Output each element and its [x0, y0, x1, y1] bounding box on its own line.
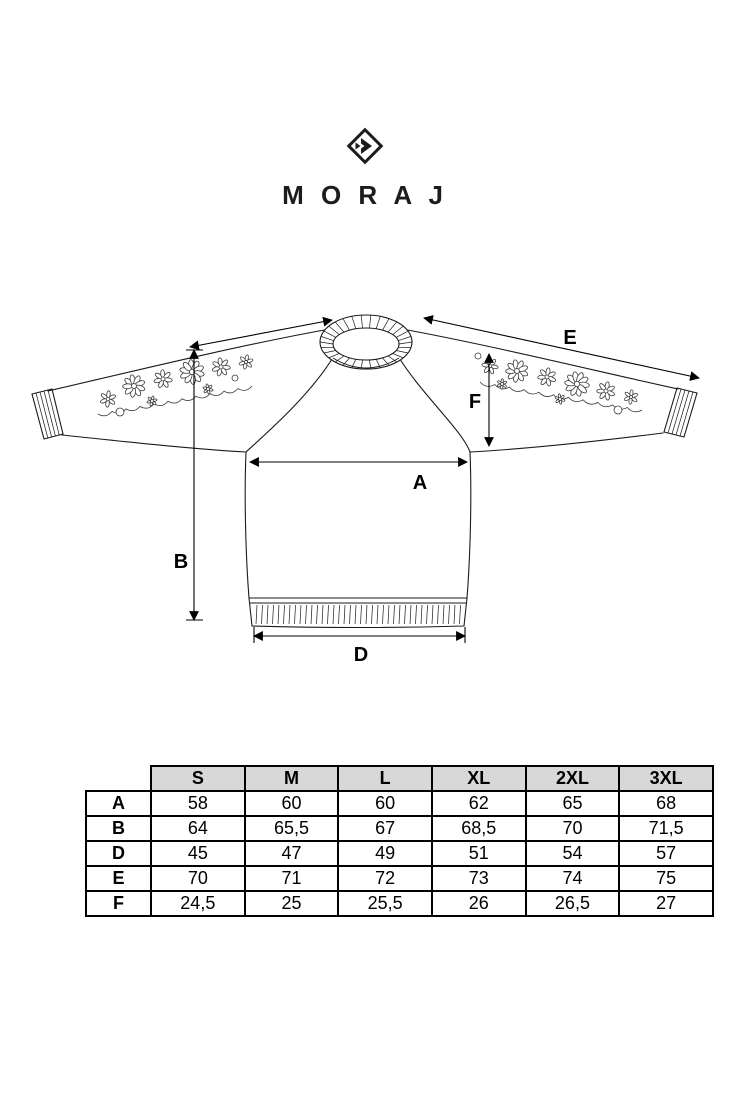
- lace-applique-left: [98, 355, 253, 416]
- size-column-header: 2XL: [526, 766, 620, 791]
- size-value-cell: 73: [432, 866, 526, 891]
- size-column-header: 3XL: [619, 766, 713, 791]
- size-value-cell: 47: [245, 841, 339, 866]
- size-column-header: M: [245, 766, 339, 791]
- collar: [320, 315, 412, 369]
- size-value-cell: 60: [338, 791, 432, 816]
- measurement-arrows: [186, 318, 699, 643]
- size-value-cell: 72: [338, 866, 432, 891]
- size-value-cell: 67: [338, 816, 432, 841]
- label-E: E: [563, 327, 577, 349]
- garment-outline: [32, 329, 697, 628]
- size-value-cell: 54: [526, 841, 620, 866]
- measure-row-label: A: [86, 791, 151, 816]
- measure-row-label: B: [86, 816, 151, 841]
- label-F: F: [468, 391, 482, 413]
- hem-band: [249, 598, 467, 628]
- size-column-header: L: [338, 766, 432, 791]
- brand-logo: [0, 126, 730, 211]
- size-value-cell: 68,5: [432, 816, 526, 841]
- brand-wordmark: M O R A J: [282, 180, 448, 210]
- size-value-cell: 74: [526, 866, 620, 891]
- size-value-cell: 26,5: [526, 891, 620, 916]
- size-value-cell: 64: [151, 816, 245, 841]
- size-value-cell: 70: [526, 816, 620, 841]
- size-column-header: S: [151, 766, 245, 791]
- size-value-cell: 68: [619, 791, 713, 816]
- right-sleeve: [402, 329, 678, 389]
- label-A: A: [412, 472, 428, 494]
- size-value-cell: 25: [245, 891, 339, 916]
- hem-ribbing: [256, 605, 461, 624]
- right-sleeve-underseam: [470, 433, 663, 452]
- size-value-cell: 58: [151, 791, 245, 816]
- size-value-cell: 71: [245, 866, 339, 891]
- size-value-cell: 25,5: [338, 891, 432, 916]
- size-value-cell: 26: [432, 891, 526, 916]
- size-value-cell: 75: [619, 866, 713, 891]
- raglan-seam-left: [246, 356, 334, 452]
- size-value-cell: 45: [151, 841, 245, 866]
- table-corner-cell: [86, 766, 151, 791]
- size-value-cell: 24,5: [151, 891, 245, 916]
- measure-arrow-E: [424, 318, 699, 378]
- body-side-left: [245, 452, 249, 598]
- size-value-cell: 51: [432, 841, 526, 866]
- moraj-logo-icon: [345, 126, 385, 166]
- label-D: D: [353, 644, 369, 666]
- raglan-seam-right: [398, 356, 470, 452]
- size-value-cell: 49: [338, 841, 432, 866]
- size-value-cell: 57: [619, 841, 713, 866]
- size-value-cell: 65: [526, 791, 620, 816]
- left-sleeve-underseam: [62, 435, 246, 452]
- size-value-cell: 71,5: [619, 816, 713, 841]
- measure-row-label: F: [86, 891, 151, 916]
- size-column-header: XL: [432, 766, 526, 791]
- measure-row-label: D: [86, 841, 151, 866]
- size-value-cell: 62: [432, 791, 526, 816]
- body-side-right: [467, 452, 471, 598]
- measure-row-label: E: [86, 866, 151, 891]
- size-table: [85, 765, 714, 917]
- size-value-cell: 60: [245, 791, 339, 816]
- size-value-cell: 65,5: [245, 816, 339, 841]
- size-value-cell: 27: [619, 891, 713, 916]
- label-B: B: [173, 551, 189, 573]
- size-value-cell: 70: [151, 866, 245, 891]
